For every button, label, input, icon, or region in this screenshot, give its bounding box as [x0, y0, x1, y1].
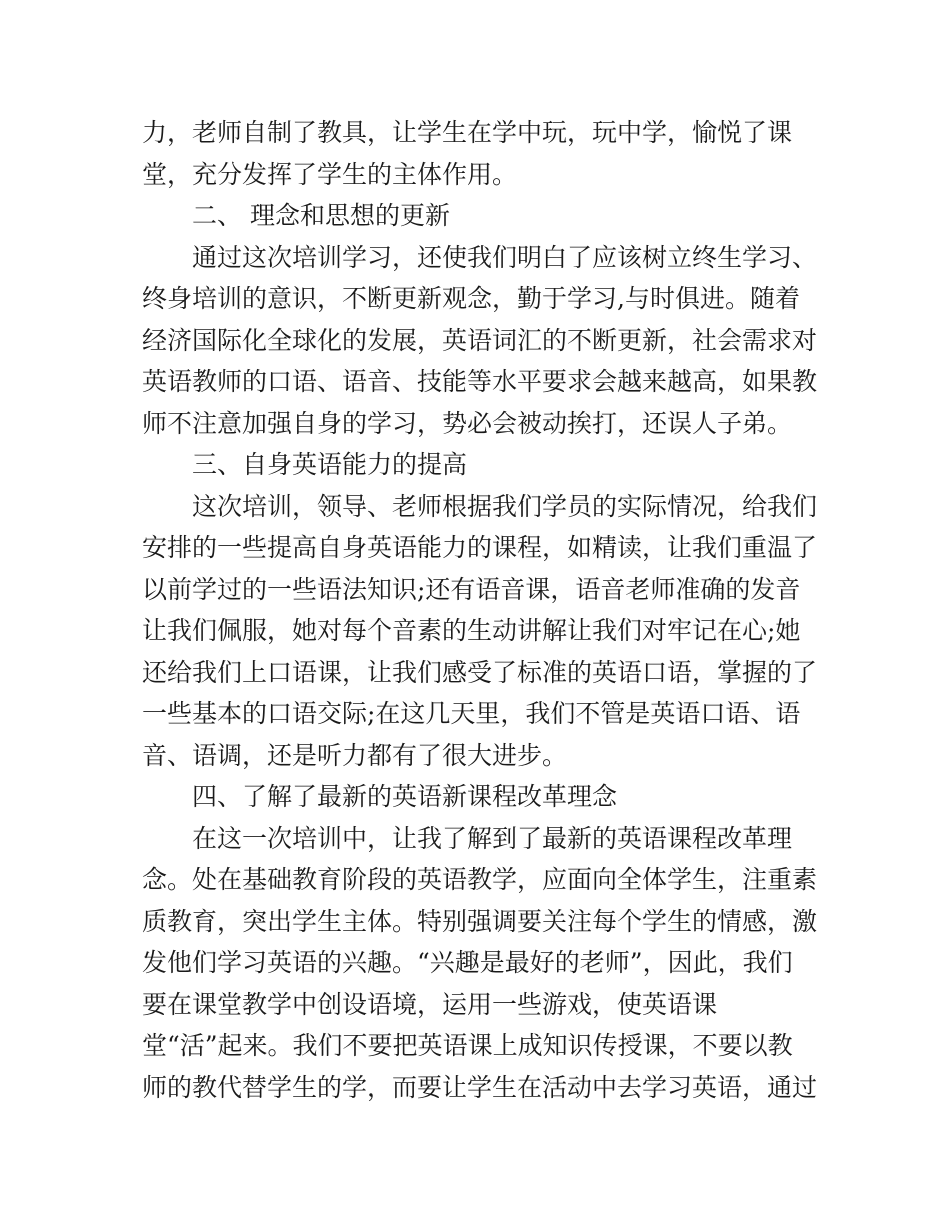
text-line: 三、自身英语能力的提高 [192, 450, 468, 479]
text-line: 通过这次培训学习，还使我们明白了应该树立终生学习、 [192, 242, 818, 272]
text-line: 还给我们上口语课，让我们感受了标准的英语口语，掌握的了 [142, 657, 818, 687]
document-body [142, 112, 818, 1108]
text-line: 力，老师自制了教具，让学生在学中玩，玩中学，愉悦了课 [142, 118, 793, 147]
text-line: 要在课堂教学中创设语境，运用一些游戏，使英语课 [142, 989, 718, 1019]
text-line: 安排的一些提高自身英语能力的课程，如精读，让我们重温了 [142, 533, 818, 562]
text-line: 终身培训的意识，不断更新观念，勤于学习,与时俱进。随着 [142, 284, 800, 313]
text-line: 音、语调，还是听力都有了很大进步。 [142, 740, 568, 770]
text-line: 师不注意加强自身的学习，势必会被动挨打，还误人子弟。 [142, 408, 793, 438]
text-line: 以前学过的一些语法知识;还有语音课，语音老师准确的发音 [142, 574, 801, 604]
text-line: 经济国际化全球化的发展，英语词汇的不断更新，社会需求对 [142, 325, 818, 355]
text-line: 在这一次培训中，让我了解到了最新的英语课程改革理 [192, 823, 793, 853]
text-line: 二、 理念和思想的更新 [192, 201, 450, 230]
text-line: 质教育，突出学生主体。特别强调要关注每个学生的情感，激 [142, 906, 818, 936]
text-line: 四、了解了最新的英语新课程改革理念 [192, 782, 618, 811]
text-line: 英语教师的口语、语音、技能等水平要求会越来越高，如果教 [142, 367, 818, 396]
text-line: 堂，充分发挥了学生的主体作用。 [142, 159, 518, 189]
text-line: 让我们佩服，她对每个音素的生动讲解让我们对牢记在心;她 [142, 616, 801, 645]
text-line: 发他们学习英语的兴趣。“兴趣是最好的老师”，因此，我们 [142, 948, 793, 977]
text-line: 堂“活”起来。我们不要把英语课上成知识传授课，不要以教 [142, 1031, 793, 1060]
text-line: 这次培训，领导、老师根据我们学员的实际情况，给我们 [192, 491, 818, 521]
text-line: 念。处在基础教育阶段的英语教学，应面向全体学生，注重素 [142, 865, 818, 894]
text-line: 师的教代替学生的学，而要让学生在活动中去学习英语，通过 [142, 1072, 818, 1102]
text-line: 一些基本的口语交际;在这几天里，我们不管是英语口语、语 [142, 699, 801, 728]
